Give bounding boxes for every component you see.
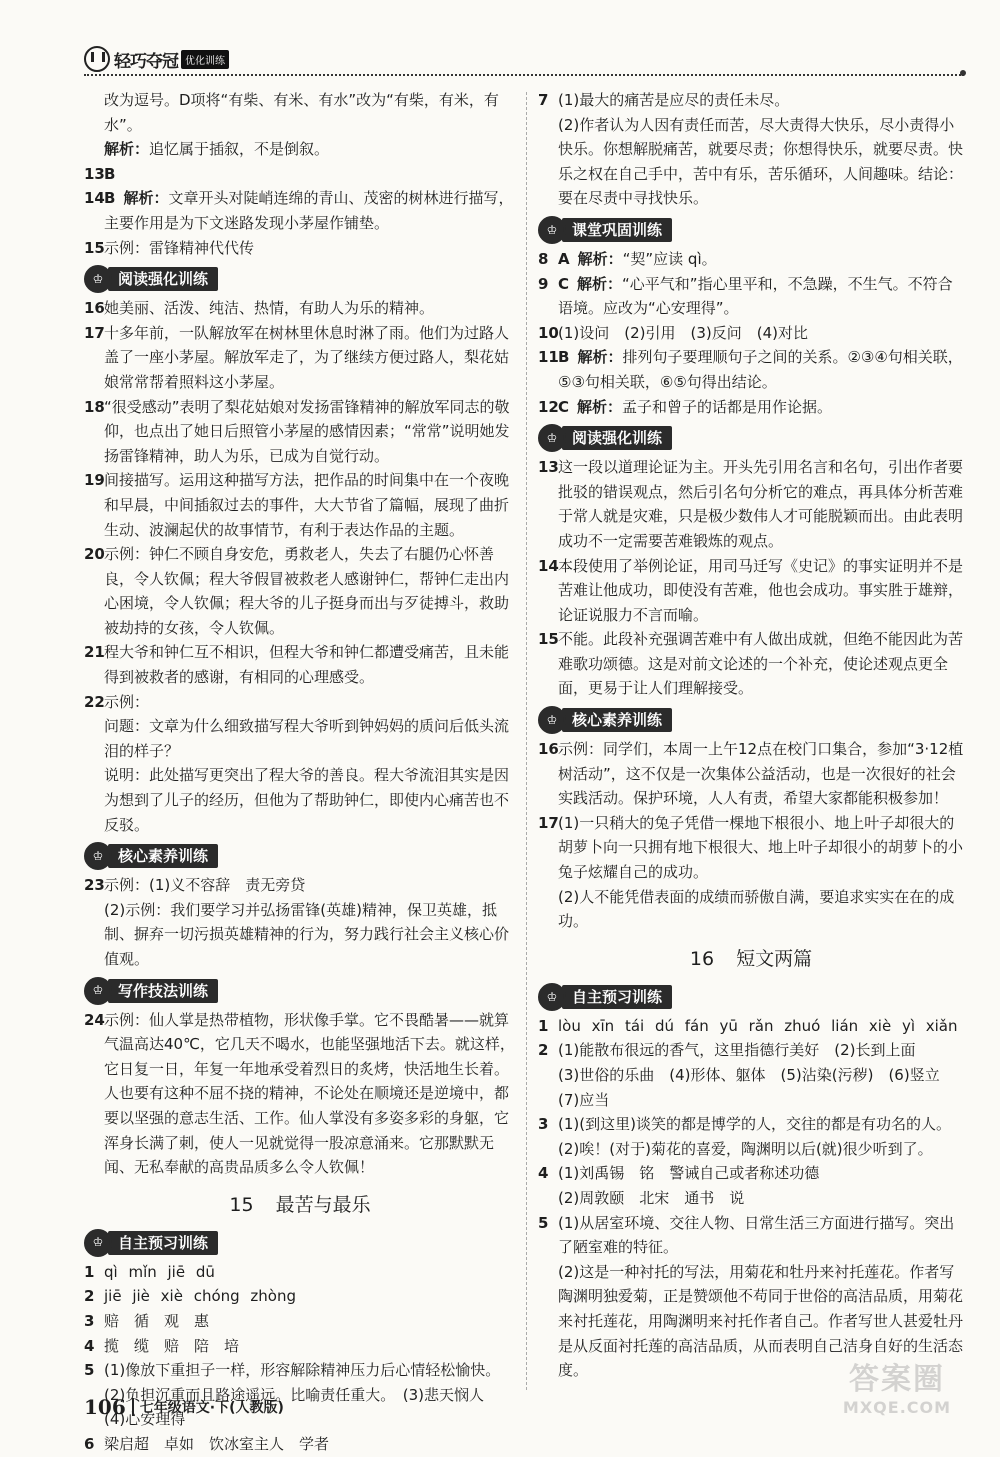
- logo-icon: [84, 46, 110, 72]
- logo-subtitle: 优化训练: [181, 50, 229, 69]
- page-number: 106: [84, 1395, 126, 1419]
- answer-4: 4 揽 缆 赔 陪 培: [84, 1336, 240, 1355]
- answer-1: 1 lòu xīn tái dú fán yū rǎn zhuó lián xiè yì xiǎn: [538, 1016, 958, 1035]
- section-banner: ♔ 阅读强化训练: [84, 266, 516, 292]
- answer-16: 16 她美丽、活泼、纯洁、热情，有助人为乐的精神。: [84, 299, 435, 318]
- book-title: 七年级语文·下(人教版): [139, 1400, 284, 1416]
- watermark-url: MXQE.COM: [842, 1398, 952, 1417]
- brand-logo: [84, 44, 229, 74]
- answer-18: 18 “很受感动”表明了梨花姑娘对发扬雷锋精神的解放军同志的敬仰，也点出了她日后照管小茅屋的感情因素；“常常”说明她发扬雷锋精神，助人为乐，已成为自觉行动。: [84, 397, 510, 465]
- answer-4-part2: (2)周敦颐 北宋 通书 说: [558, 1188, 745, 1207]
- answer-13: 13 B: [84, 164, 116, 183]
- section-banner: ♔ 阅读强化训练: [538, 425, 964, 451]
- answer-16: 16 示例：同学们，本周一上午12点在校门口集合，参加“3·12植树活动”，这不仅是一次集体公益活动，也是一次很好的社会实践活动。保护环境，人人有责，希望大家都能积极参加！: [538, 740, 964, 808]
- answer-2: 2 jiē jiè xiè chóng zhòng: [84, 1287, 297, 1306]
- answer-3-part2: (2)唉！(对于)菊花的喜爱，陶渊明以后(就)很少听到了。: [558, 1139, 933, 1158]
- section-banner: ♔ 核心素养训练: [84, 843, 516, 869]
- answer-15: 15 示例：雷锋精神代代传: [84, 238, 255, 257]
- answer-23-part2: (2)示例：我们要学习并弘扬雷锋(英雄)精神，保卫英雄，抵制、摒弃一切污损英雄精神的行为，努力践行社会主义核心价值观。: [104, 900, 510, 968]
- answer-2: 2 (1)能散布很远的香气，这里指德行美好 (2)长到上面: [538, 1041, 916, 1060]
- lesson-title: 16 短文两篇: [689, 947, 813, 970]
- crown-icon: ♔: [84, 265, 112, 293]
- header-dot: [960, 70, 966, 76]
- column-divider: [526, 92, 527, 1390]
- lesson-title: 15 最苦与最乐: [229, 1193, 371, 1216]
- answer-5-part4: (4)心安理得: [104, 1410, 186, 1429]
- answer-4: 4 (1)刘禹锡 铭 警诫自己或者称述功德: [538, 1164, 820, 1183]
- answer-3: 3 (1)(到这里)谈笑的都是博学的人，交往的都是有功名的人。: [538, 1115, 951, 1134]
- answer-23: 23 示例：(1)义不容辞 责无旁贷: [84, 876, 306, 895]
- watermark-title: 答案圈: [849, 1362, 945, 1397]
- page-footer: [84, 1392, 284, 1422]
- answer-12-analysis: 解析：追忆属于插叙，不是倒叙。: [104, 140, 330, 159]
- answer-7-part2: (2)作者认为人因有责任而苦，尽大责得大快乐，尽小责得小快乐。你想解脱痛苦，就要尽责；你想得快乐，就要尽责。快乐之权在自己手中，苦中有乐，苦乐循环，人间趣味。结论：要在尽责中寻找快乐。: [558, 115, 964, 208]
- logo-title: 轻巧夺冠: [114, 51, 178, 72]
- answer-13: 13 这一段以道理论证为主。开头先引用名言和名句，引出作者要批驳的错误观点，然后引名句分析它的难点，再具体分析苦难于常人就是灾难，只是极少数伟人才可能脱颖而出。由此表明成功不一定需要苦难锻炼的观点。: [538, 458, 964, 550]
- section-banner: ♔ 写作技法训练: [84, 978, 516, 1004]
- crown-icon: ♔: [84, 977, 112, 1005]
- answer-5: 5 (1)从居室环境、交往人物、日常生活三方面进行描写。突出了陋室难的特征。: [538, 1213, 955, 1257]
- left-column: [84, 88, 516, 1457]
- answer-14: 14 本段使用了举例论证，用司马迁写《史记》的事实证明并不是苦难让他成功，即使没有苦难，他也会成功。事实胜于雄辩，论证说服力不言而喻。: [538, 556, 964, 624]
- crown-icon: ♔: [538, 706, 566, 734]
- crown-icon: ♔: [84, 1229, 112, 1257]
- answer-text: 改为逗号。D项将“有柴、有米、有水”改为“有柴，有米，有水”。: [104, 91, 499, 134]
- section-banner: ♔ 自主预习训练: [84, 1230, 516, 1256]
- answer-6: 6 梁启超 卓如 饮冰室主人 学者: [84, 1434, 330, 1453]
- answer-22-question: 问题：文章为什么细致描写程大爷听到钟妈妈的质问后低头流泪的样子？: [104, 717, 510, 760]
- answer-19: 19 间接描写。运用这种描写方法，把作品的时间集中在一个夜晚和早晨，中间插叙过去的事件，大大节省了篇幅，展现了曲折生动、波澜起伏的故事情节，有利于表达作品的主题。: [84, 471, 510, 539]
- answer-2-part2: (3)世俗的乐曲 (4)形体、躯体 (5)沾染(污秽) (6)竖立: [558, 1066, 940, 1084]
- section-banner: ♔ 课堂巩固训练: [538, 217, 964, 243]
- answer-24: 24 示例：仙人掌是热带植物，形状像手掌。它不畏酷暑——就算气温高达40℃，它几天不喝水，也能坚强地活下去。就这样，它日复一日，年复一年地承受着烈日的炙烤，快活地生长着。人也要有这种不屈不挠的精神，不论处在顺境还是逆境中，都要以坚强的意志生活、工作。仙人掌没有多姿多彩的身躯，它浑身长满了刺，使人一见就觉得一股凉意涌来。它那默默无闻、无私奉献的高贵品质多么令人钦佩！: [84, 1010, 515, 1177]
- answer-8: 8 A 解析：“契”应读 qì。: [538, 249, 717, 268]
- footer-separator: [132, 1398, 134, 1416]
- answer-7: 7 (1)最大的痛苦是应尽的责任未尽。: [538, 91, 790, 109]
- answer-12: 12 C 解析：孟子和曾子的话都是用作论据。: [538, 397, 833, 416]
- answer-3: 3 赔 循 观 惠: [84, 1311, 210, 1330]
- answer-17: 17 (1)一只稍大的兔子凭借一棵地下根很小、地上叶子却很大的胡萝卜向一只拥有地下根很大、地上叶子却很小的胡萝卜的小兔子炫耀自己的成功。: [538, 813, 964, 882]
- answer-9: 9 C 解析：“心平气和”指心里平和，不急躁，不生气。不符合语境。应改为“心安理得”。: [538, 274, 953, 318]
- crown-icon: ♔: [538, 216, 566, 244]
- answer-5-part2: (2)负担沉重而且路途遥远。比喻责任重大。 (3)悲天悯人: [104, 1385, 484, 1404]
- answer-11: 11 B 解析：排列句子要理顺句子之间的关系。②③④句相关联，⑤③句相关联，⑥⑤句得出结论。: [538, 348, 963, 391]
- section-banner: ♔ 自主预习训练: [538, 984, 964, 1010]
- answer-5-part2: (2)这是一种衬托的写法，用菊花和牡丹来衬托莲花。作者写陶渊明独爱菊，正是赞颂他不苟同于世俗的高洁品质，用菊花来衬托莲花，用陶渊明来衬托作者自己。作者写世人甚爱牡丹是从反面衬托莲的高洁品质，从而表明自己洁身自好的生活态度。: [558, 1262, 964, 1380]
- answer-10: 10 (1)设问 (2)引用 (3)反问 (4)对比: [538, 323, 808, 342]
- right-column: [538, 88, 964, 1383]
- answer-17: 17 十多年前，一队解放军在树林里休息时淋了雨。他们为过路人盖了一座小茅屋。解放军走了，为了继续方便过路人，梨花姑娘常常帮着照料这小茅屋。: [84, 323, 510, 391]
- crown-icon: ♔: [538, 424, 566, 452]
- answer-21: 21 程大爷和钟仁互不相识，但程大爷和钟仁都遭受痛苦，且未能得到被救者的感谢，有相同的心理感受。: [84, 643, 510, 687]
- answer-1: 1 qì mǐn jiē dū: [84, 1262, 215, 1281]
- watermark: [822, 1362, 972, 1426]
- answer-17-part2: (2)人不能凭借表面的成绩而骄傲自满，要追求实实在在的成功。: [558, 887, 955, 931]
- answer-20: 20 示例：钟仁不顾自身安危，勇救老人，失去了右腿仍心怀善良，令人钦佩；程大爷假冒被救老人感谢钟仁，帮钟仁走出内心困境，令人钦佩；程大爷的儿子挺身而出与歹徒搏斗，救助被劫持的女孩，令人钦佩。: [84, 545, 510, 637]
- page-header: [84, 44, 964, 82]
- crown-icon: ♔: [538, 983, 566, 1011]
- crown-icon: ♔: [84, 842, 112, 870]
- header-divider: [84, 74, 964, 76]
- answer-15: 15 不能。此段补充强调苦难中有人做出成就，但绝不能因此为苦难歌功颂德。这是对前文论述的一个补充，使论述观点更全面，更易于让人们理解接受。: [538, 630, 964, 698]
- answer-5: 5 (1)像放下重担子一样，形容解除精神压力后心情轻松愉快。: [84, 1361, 501, 1380]
- answer-22-explanation: 说明：此处描写更突出了程大爷的善良。程大爷流泪其实是因为想到了儿子的经历，但他为了帮助钟仁，即使内心痛苦也不反驳。: [104, 766, 510, 834]
- answer-2-part3: (7)应当: [558, 1090, 610, 1109]
- answer-22: 22 示例：: [84, 692, 150, 711]
- section-banner: ♔ 核心素养训练: [538, 707, 964, 733]
- answer-14: 14 B 解析：文章开头对陡峭连绵的青山、茂密的树林进行描写，主要作用是为下文迷路发现小茅屋作铺垫。: [84, 189, 514, 232]
